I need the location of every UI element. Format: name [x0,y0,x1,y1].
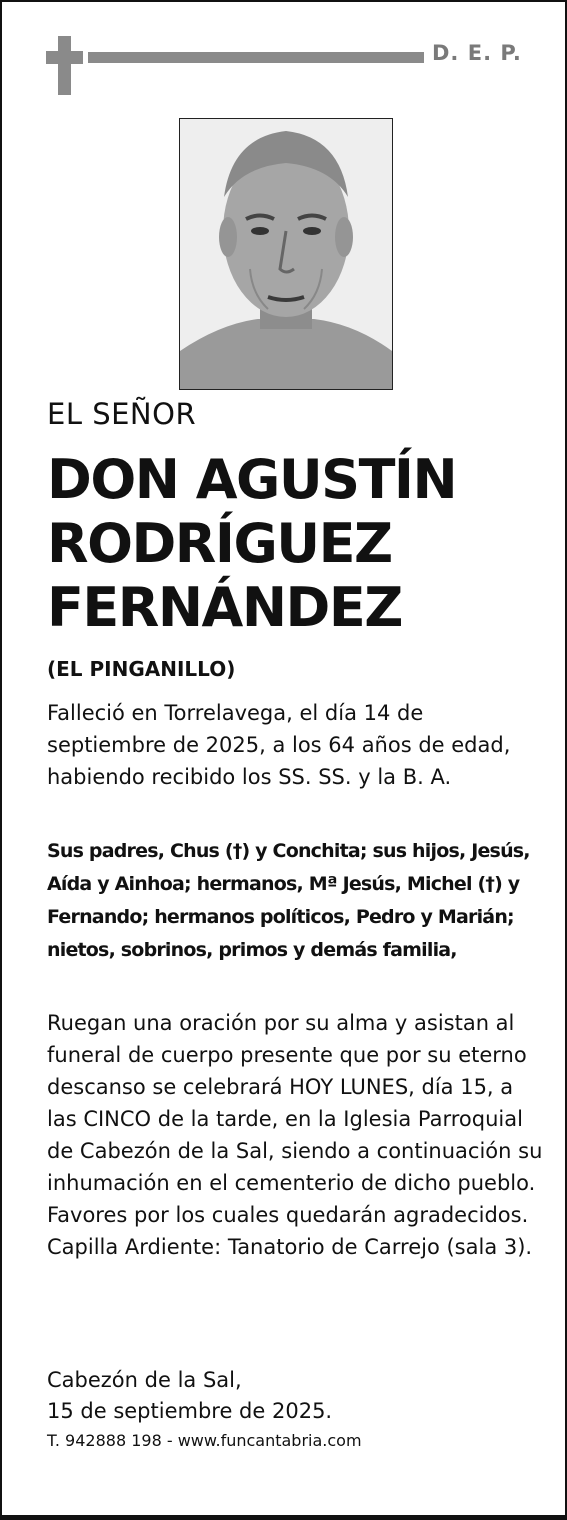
cross-icon [58,36,71,95]
name-line: RODRÍGUEZ [47,512,392,575]
name-line: FERNÁNDEZ [47,576,402,639]
dep-label: D. E. P. [432,41,522,65]
name-line: DON AGUSTÍN [47,448,457,511]
deceased-name [47,448,547,640]
header-rule [88,52,424,63]
portrait-image [180,119,392,389]
family-list: Sus padres, Chus (†) y Conchita; sus hijos, Jesús, Aída y Ainhoa; hermanos, Mª Jesús, Michel (†) y Fernando; hermanos políticos, Pedro y Marián; nietos, sobrinos, primos y demás familia, [47,840,530,961]
deceased-photo [179,118,393,390]
honorific: EL SEÑOR [47,397,197,431]
place: Cabezón de la Sal, [47,1368,242,1392]
place-date [47,1365,332,1427]
contact-line: T. 942888 198 - www.funcantabria.com [47,1431,362,1450]
nickname: (EL PINGANILLO) [47,657,236,681]
date: 15 de septiembre de 2025. [47,1399,333,1423]
cross-icon-arm [46,51,83,64]
death-notice: Falleció en Torrelavega, el día 14 de septiembre de 2025, a los 64 años de edad, habiendo recibido los SS. SS. y la B. A. [47,701,511,789]
service-text: Ruegan una oración por su alma y asistan al funeral de cuerpo presente que por su eterno descanso se celebrará HOY LUNES, día 15, a las CINCO de la tarde, en la Iglesia Parroquial de Cabezón de la Sal, siendo a continuación su inhumación en el cementerio de dicho pueblo. Favores por los cuales quedarán agradecidos. Capilla Ardiente: Tanatorio de Carrejo (sala 3). [47,1011,543,1259]
